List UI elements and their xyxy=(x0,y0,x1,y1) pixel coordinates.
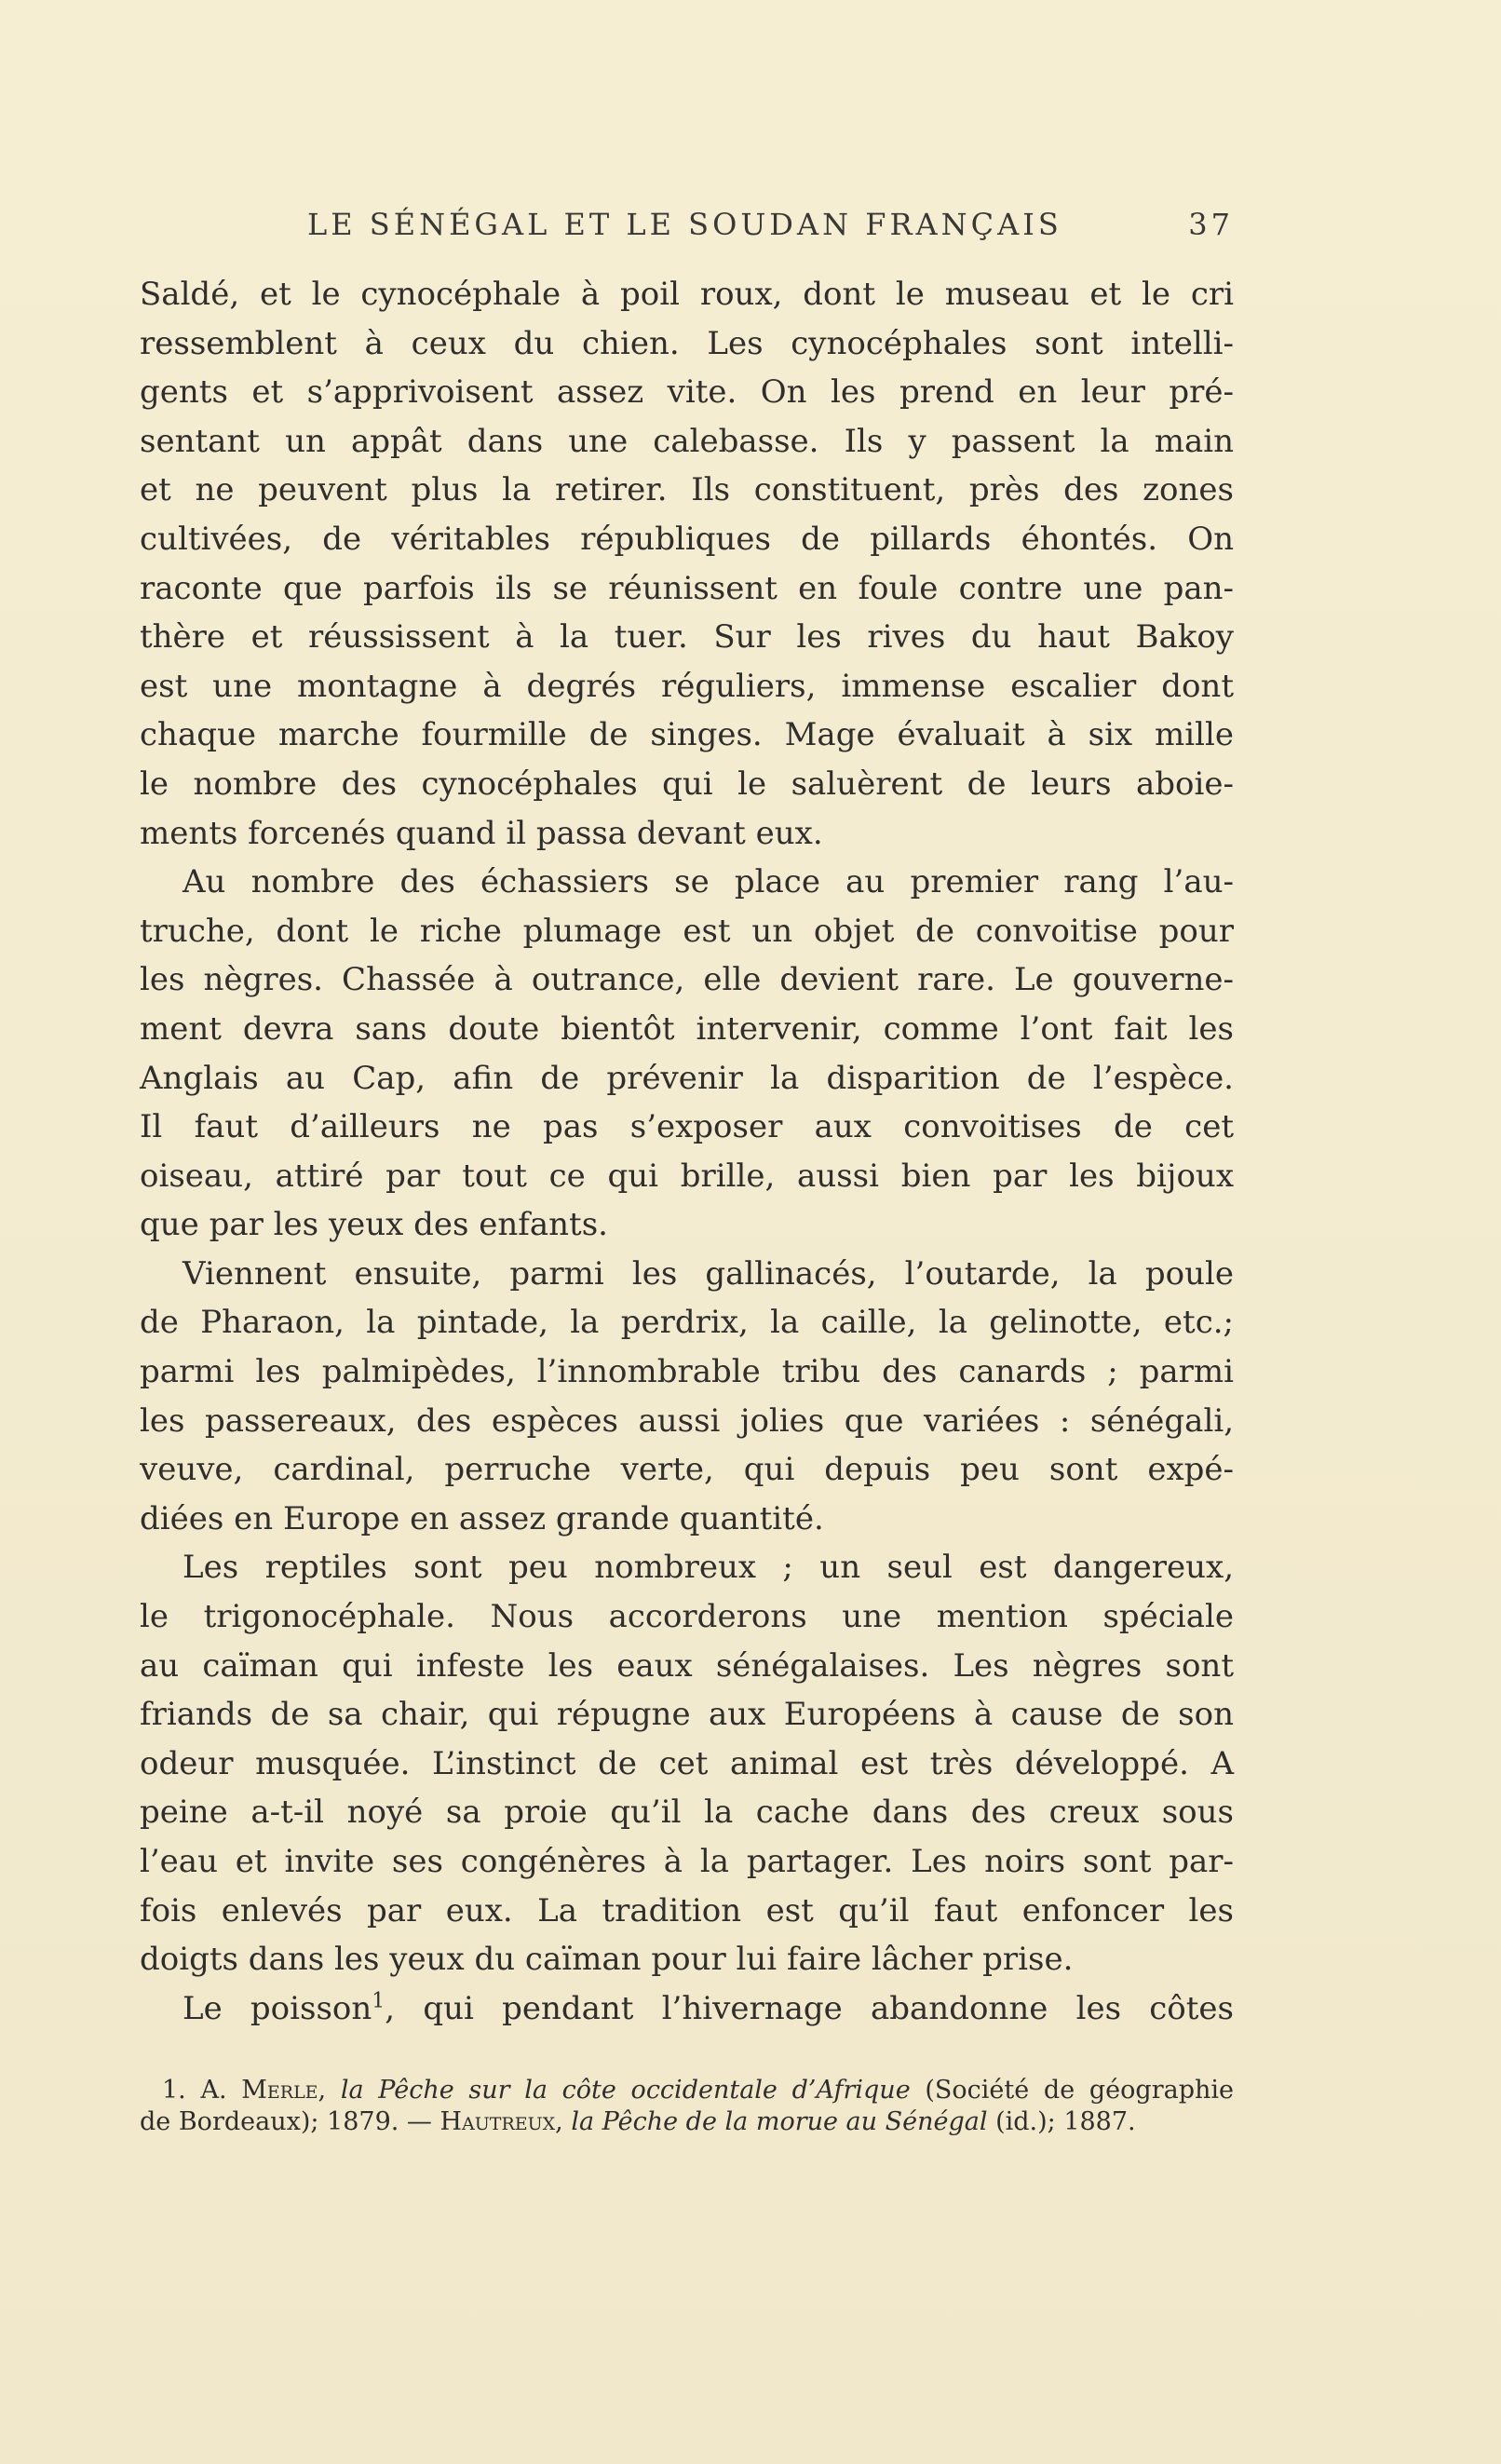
running-title: LE SÉNÉGAL ET LE SOUDAN FRANÇAIS xyxy=(307,207,1062,242)
paragraph-start-line: Au nombre des échassiers se place au premier rang l’au- xyxy=(183,863,1234,901)
text-line: raconte que parfois ils se réunissent en foule contre une pan- xyxy=(140,569,1234,607)
text-line: chaque marche fourmille de singes. Mage évaluait à six mille xyxy=(140,716,1234,754)
text-line: Anglais au Cap, afin de prévenir la disparition de l’espèce. xyxy=(140,1059,1234,1097)
footnote-line xyxy=(140,2106,1234,2138)
footnotes xyxy=(140,2075,1234,2138)
text-line: que par les yeux des enfants. xyxy=(140,1206,608,1244)
text-line: de Pharaon, la pintade, la perdrix, la caille, la gelinotte, etc.; xyxy=(140,1304,1234,1342)
text-line: ressemblent à ceux du chien. Les cynocéphales sont intelli- xyxy=(140,324,1234,362)
text-line: Il faut d’ailleurs ne pas s’exposer aux convoitises de cet xyxy=(140,1108,1234,1146)
paragraph-start-line: Viennent ensuite, parmi les gallinacés, l’outarde, la poule xyxy=(183,1254,1234,1293)
footnote-publisher: (Société de géographie xyxy=(925,2076,1234,2105)
text-line: Saldé, et le cynocéphale à poil roux, dont le museau et le cri xyxy=(140,276,1234,313)
text-line: l’eau et invite ses congénères à la partager. Les noirs sont par- xyxy=(140,1843,1234,1880)
paragraph-start-line: Les reptiles sont peu nombreux ; un seul est dangereux, xyxy=(183,1549,1234,1587)
footnote-author: A. Merle, xyxy=(200,2076,327,2105)
text-line: le trigonocéphale. Nous accorderons une mention spéciale xyxy=(140,1598,1234,1636)
paragraph-start-line xyxy=(140,1984,1234,2034)
text-line: fois enlevés par eux. La tradition est qu’il faut enfoncer les xyxy=(140,1891,1234,1929)
footnote-publisher: (id.); 1887. xyxy=(995,2107,1136,2136)
text-line: les nègres. Chassée à outrance, elle devient rare. Le gouverne- xyxy=(140,961,1234,999)
text-line: ments forcenés quand il passa devant eux. xyxy=(140,814,823,852)
text-fragment: , qui pendant l’hivernage abandonne les côtes xyxy=(385,1989,1234,2027)
footnote-title: la Pêche de la morue au Sénégal xyxy=(571,2107,988,2136)
text-line: ment devra sans doute bientôt intervenir, comme l’ont fait les xyxy=(140,1009,1234,1048)
text-line: thère et réussissent à la tuer. Sur les rives du haut Bakoy xyxy=(140,618,1234,657)
running-head xyxy=(140,203,1234,250)
text-line: doigts dans les yeux du caïman pour lui faire lâcher prise. xyxy=(140,1941,1074,1979)
text-line: gents et s’apprivoisent assez vite. On les prend en leur pré- xyxy=(140,373,1234,412)
footnote-marker: 1. xyxy=(162,2076,186,2105)
text-line: veuve, cardinal, perruche verte, qui depuis peu sont expé- xyxy=(140,1451,1234,1489)
text-line: et ne peuvent plus la retirer. Ils constituent, près des zones xyxy=(140,471,1234,509)
text-line: le nombre des cynocéphales qui le saluèrent de leurs aboie- xyxy=(140,765,1234,803)
text-line: est une montagne à degrés réguliers, immense escalier dont xyxy=(140,667,1234,705)
footnote-reference: 1 xyxy=(372,1989,385,2013)
footnote-author: Hautreux, xyxy=(439,2107,563,2136)
text-fragment: Le poisson xyxy=(183,1989,372,2027)
body-text xyxy=(140,270,1234,2033)
footnote-line xyxy=(140,2075,1234,2106)
page-number: 37 xyxy=(1188,207,1234,242)
footnote-publisher: de Bordeaux); 1879. — xyxy=(140,2107,432,2136)
text-line: cultivées, de véritables républiques de pillards éhontés. On xyxy=(140,520,1234,558)
text-line: parmi les palmipèdes, l’innombrable tribu des canards ; parmi xyxy=(140,1353,1234,1391)
text-line: diées en Europe en assez grande quantité. xyxy=(140,1499,824,1537)
text-line: truche, dont le riche plumage est un objet de convoitise pour xyxy=(140,912,1234,950)
text-line: friands de sa chair, qui répugne aux Européens à cause de son xyxy=(140,1696,1234,1734)
footnote-title: la Pêche sur la côte occidentale d’Afrique xyxy=(340,2076,911,2105)
text-line: les passereaux, des espèces aussi jolies que variées : sénégali, xyxy=(140,1401,1234,1440)
text-line: odeur musquée. L’instinct de cet animal est très développé. A xyxy=(140,1744,1234,1782)
text-line: peine a-t-il noyé sa proie qu’il la cache dans des creux sous xyxy=(140,1794,1234,1832)
text-line: sentant un appât dans une calebasse. Ils y passent la main xyxy=(140,422,1234,460)
text-line: oiseau, attiré par tout ce qui brille, aussi bien par les bijoux xyxy=(140,1157,1234,1195)
text-line: au caïman qui infeste les eaux sénégalaises. Les nègres sont xyxy=(140,1646,1234,1685)
